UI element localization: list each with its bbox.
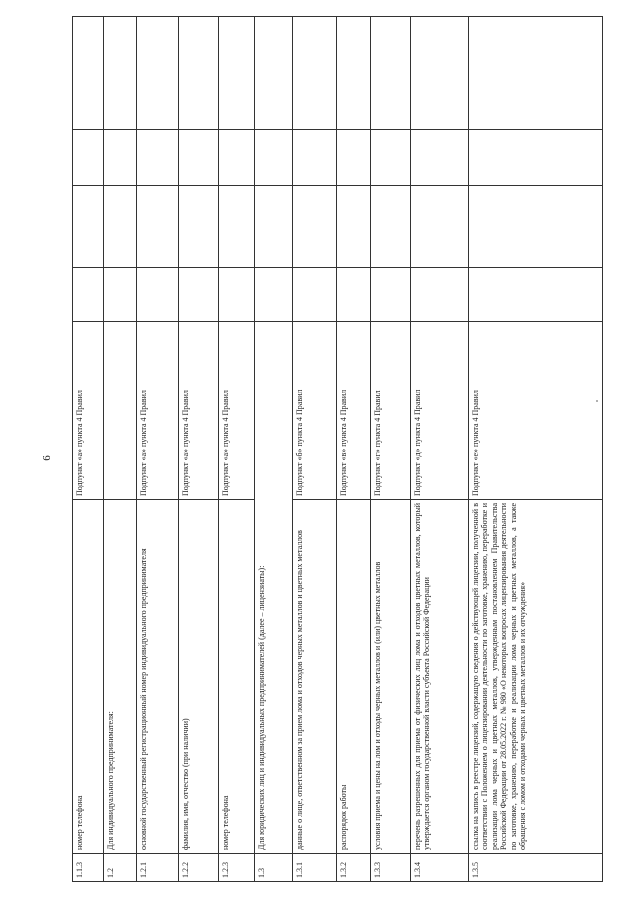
table-row: [179, 17, 219, 882]
empty-cell: [137, 130, 179, 186]
empty-cell: [293, 130, 337, 186]
empty-cell: [73, 186, 104, 268]
empty-cell: [219, 268, 255, 322]
empty-cell: [73, 17, 104, 130]
empty-cell: [219, 186, 255, 268]
row-description: данные о лице, ответственном за прием лома и отходов черных металлов и цветных металлов: [293, 500, 337, 854]
row-legal-basis: Подпункт «б» пункта 4 Правил: [293, 322, 337, 500]
empty-cell: [255, 186, 293, 268]
empty-cell: [337, 268, 371, 322]
empty-cell: [137, 186, 179, 268]
empty-cell: [411, 17, 469, 130]
row-number: 1.3.4: [411, 854, 469, 882]
table-row: [73, 17, 104, 882]
row-description: Для индивидуального предпринимателя:: [104, 500, 137, 854]
table-row: [337, 17, 371, 882]
empty-cell: [73, 268, 104, 322]
row-number: 1.1.3: [73, 854, 104, 882]
row-number: 1.3: [255, 854, 293, 882]
row-legal-basis: [104, 322, 137, 500]
row-legal-basis: Подпункт «а» пункта 4 Правил: [137, 322, 179, 500]
row-number: 1.2: [104, 854, 137, 882]
empty-cell: [179, 17, 219, 130]
row-legal-basis: Подпункт «а» пункта 4 Правил: [219, 322, 255, 500]
empty-cell: [469, 130, 603, 186]
empty-cell: [179, 268, 219, 322]
row-description: ссылка на запись в реестре лицензий, содержащую сведения о действующей лицензии, полученной в соответствии с Положением о лицензировании деятельности по заготовке, хранению, переработке и реализации лома черных и цветных металлов, утвержденным постановлением Правительства Российской Федерации от 28.05.2022 г. № 980 «О некоторых вопросах лицензирования деятельности по заготовке, хранению, переработке и реализации лома черных и цветных металлов, а также обращения с ломом и отходами черных и цветных металлов и их отчуждения»: [469, 500, 603, 854]
row-legal-basis: Подпункт «д» пункта 4 Правил: [411, 322, 469, 500]
table-row: [293, 17, 337, 882]
table-row: [219, 17, 255, 882]
empty-cell: [179, 130, 219, 186]
row-legal-basis: Подпункт «е» пункта 4 Правил: [469, 322, 603, 500]
empty-cell: [469, 186, 603, 268]
empty-cell: [219, 130, 255, 186]
row-legal-basis: Подпункт «в» пункта 4 Правил: [337, 322, 371, 500]
table-row: [255, 17, 293, 882]
empty-cell: [255, 17, 293, 130]
row-number: 1.3.3: [371, 854, 411, 882]
row-description: Для юридических лиц и индивидуальных предпринимателей (далее – лицензиаты):: [255, 322, 293, 854]
row-description: основной государственный регистрационный номер индивидуального предпринимателя: [137, 500, 179, 854]
row-number: 1.3.2: [337, 854, 371, 882]
empty-cell: [137, 17, 179, 130]
table-row: [137, 17, 179, 882]
requirements-table: [72, 16, 603, 882]
page-number: 6: [40, 455, 53, 461]
row-description: перечень разрешенных для приема от физических лиц лома и отходов цветных металлов, который утверждается органом государственной власти субъекта Российской Федерации: [411, 500, 469, 854]
table-row: [104, 17, 137, 882]
row-number: 1.2.1: [137, 854, 179, 882]
row-legal-basis: Подпункт «а» пункта 4 Правил: [73, 322, 104, 500]
table-row: [371, 17, 411, 882]
row-number: 1.3.1: [293, 854, 337, 882]
row-number: 1.2.2: [179, 854, 219, 882]
empty-cell: [337, 17, 371, 130]
row-description: номер телефона: [73, 500, 104, 854]
empty-cell: [137, 268, 179, 322]
table-row: [411, 17, 469, 882]
empty-cell: [469, 17, 603, 130]
rotated-table-sheet: [72, 17, 602, 882]
row-legal-basis: Подпункт «а» пункта 4 Правил: [179, 322, 219, 500]
table-row: [469, 17, 603, 882]
empty-cell: [337, 186, 371, 268]
empty-cell: [73, 130, 104, 186]
empty-cell: [469, 268, 603, 322]
empty-cell: [293, 186, 337, 268]
empty-cell: [411, 186, 469, 268]
empty-cell: [411, 130, 469, 186]
row-legal-basis: Подпункт «г» пункта 4 Правил: [371, 322, 411, 500]
empty-cell: [104, 130, 137, 186]
empty-cell: [293, 268, 337, 322]
row-description: распорядок работы: [337, 500, 371, 854]
empty-cell: [104, 186, 137, 268]
row-description: фамилия, имя, отчество (при наличии): [179, 500, 219, 854]
empty-cell: [104, 268, 137, 322]
empty-cell: [293, 17, 337, 130]
empty-cell: [371, 130, 411, 186]
empty-cell: [219, 17, 255, 130]
row-description: номер телефона: [219, 500, 255, 854]
empty-cell: [179, 186, 219, 268]
empty-cell: [371, 17, 411, 130]
empty-cell: [337, 130, 371, 186]
empty-cell: [411, 268, 469, 322]
row-number: 1.2.3: [219, 854, 255, 882]
empty-cell: [371, 268, 411, 322]
row-description: условия приема и цены на лом и отходы черных металлов и (или) цветных металлов: [371, 500, 411, 854]
empty-cell: [255, 268, 293, 322]
empty-cell: [371, 186, 411, 268]
empty-cell: [104, 17, 137, 130]
row-number: 1.3.5: [469, 854, 603, 882]
empty-cell: [255, 130, 293, 186]
